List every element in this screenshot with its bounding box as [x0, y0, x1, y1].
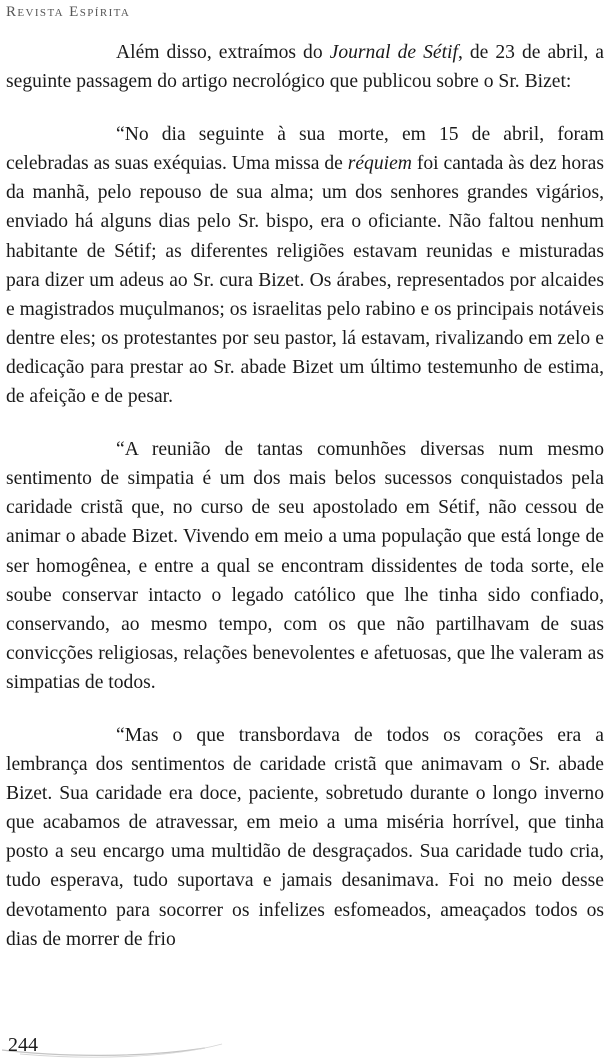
- text-run: foi cantada às dez horas da manhã, pelo repouso de sua alma; um dos senhores grandes vigários, enviado há alguns dias pelo Sr. bispo, era o oficiante. Não faltou nenhum habitante de Sétif; as diferentes religiões estavam reunidas e misturadas para dizer um adeus ao Sr. cura Bizet. Os árabes, representados por alcaides e magistrados muçulmanos; os israelitas pelo rabino e os principais notáveis dentre eles; os protestantes por seu pastor, lá estavam, rivalizando em zelo e dedicação para prestar ao Sr. abade Bizet um último testemunho de estima, de afeição e de pesar.: [6, 153, 604, 408]
- paragraph: [6, 721, 604, 954]
- italic-text-run: Journal de Sétif: [329, 42, 458, 63]
- italic-text-run: réquiem: [347, 153, 412, 175]
- text-run: Além disso, extraímos do: [116, 42, 330, 63]
- text-run: “A reunião de tantas comunhões diversas num mesmo sentimento de simpatia é um dos mais belos sucessos conquistados pela caridade cristã que, no curso de seu apostolado em Sétif, não cessou de animar o abade Bizet. Vivendo em meio a uma população que está longe de ser homogênea, e entre a qual se encontram dissidentes de toda sorte, ele soube conservar intacto o legado católico que lhe tinha sido confiado, conservando, ao mesmo tempo, com os que não partilhavam de suas convicções religiosas, relações benevolentes e afetuosas, que lhe valeram as simpatias de todos.: [6, 439, 604, 693]
- paragraph: [6, 435, 604, 697]
- paragraph: [6, 38, 604, 96]
- page-body: [6, 38, 604, 978]
- text-run: , de 23 de abril, a seguinte passagem do artigo necrológico que publicou sobre o Sr. Bizet:: [6, 42, 605, 93]
- page-footer: [0, 1024, 611, 1060]
- paragraph: [6, 120, 604, 411]
- page-number: 244: [8, 1034, 38, 1056]
- text-run: “No dia seguinte à sua morte, em 15 de abril, foram celebradas as suas exéquias. Uma missa de: [6, 124, 604, 175]
- running-head: Revista Espírita: [6, 4, 131, 20]
- text-run: “Mas o que transbordava de todos os corações era a lembrança dos sentimentos de caridade cristã que animavam o Sr. abade Bizet. Sua caridade era doce, paciente, sobretudo durante o longo inverno que acabamos de atravessar, em meio a uma miséria horrível, que tinha posto a seu encargo uma multidão de desgraçados. Sua caridade tudo cria, tudo esperava, tudo suportava e jamais desanimava. Foi no meio desse devotamento para socorrer os infelizes esfomeados, ameaçados todos os dias de morrer de frio: [6, 724, 604, 950]
